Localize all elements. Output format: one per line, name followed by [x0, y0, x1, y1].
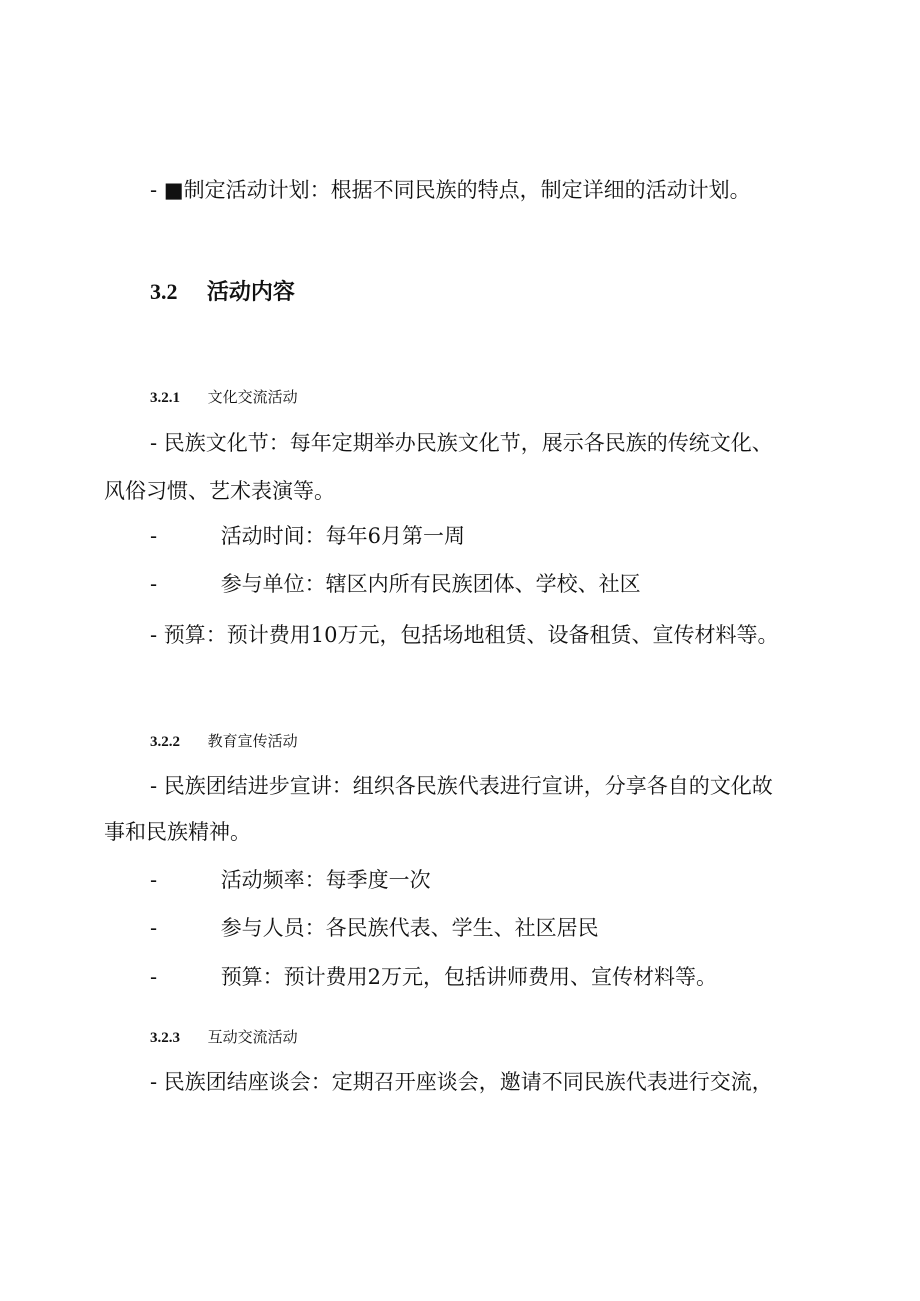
list-item-text: 预算：预计费用2万元，包括讲师费用、宣传材料等。: [220, 965, 718, 989]
paragraph-text: 风俗习惯、艺术表演等。: [104, 479, 335, 503]
list-item-activity-time: [150, 521, 465, 551]
paragraph-festival-cont: [104, 476, 335, 506]
subsection-heading-3-2-1: [150, 385, 298, 410]
subsection-title: 教育宣传活动: [207, 732, 298, 750]
paragraph-publicity: [150, 771, 773, 801]
dash-marker: -: [150, 916, 158, 940]
list-item-text: 活动频率：每季度一次: [220, 868, 431, 892]
list-item-budget: [150, 962, 717, 992]
subsection-heading-3-2-2: [150, 729, 298, 754]
subsection-number: 3.2.2: [150, 734, 180, 750]
paragraph-text: - 民族团结进步宣讲：组织各民族代表进行宣讲，分享各自的文化故: [150, 774, 773, 798]
paragraph-budget: [150, 620, 779, 650]
list-item-text: 活动时间：每年6月第一周: [220, 524, 466, 548]
subsection-heading-3-2-3: [150, 1025, 298, 1050]
subsection-number: 3.2.3: [150, 1030, 180, 1046]
dash-marker: -: [150, 572, 158, 596]
subsection-title: 文化交流活动: [207, 388, 298, 406]
list-item-text: 参与单位：辖区内所有民族团体、学校、社区: [220, 572, 641, 596]
list-item-frequency: [150, 865, 431, 895]
paragraph-symposium: [150, 1067, 773, 1097]
dash-marker: -: [150, 524, 158, 548]
paragraph-publicity-cont: [104, 817, 251, 847]
paragraph-plan: [150, 175, 751, 205]
list-item-participants: [150, 569, 641, 599]
list-item-personnel: [150, 913, 599, 943]
subsection-number: 3.2.1: [150, 390, 180, 406]
paragraph-text: 事和民族精神。: [104, 820, 251, 844]
paragraph-text: - 民族团结座谈会：定期召开座谈会，邀请不同民族代表进行交流，: [150, 1070, 773, 1094]
paragraph-festival: [150, 428, 773, 458]
paragraph-plan-text: - ■制定活动计划：根据不同民族的特点，制定详细的活动计划。: [150, 178, 751, 202]
paragraph-text: - 预算：预计费用10万元，包括场地租赁、设备租赁、宣传材料等。: [150, 623, 779, 647]
dash-marker: -: [150, 965, 158, 989]
paragraph-text: - 民族文化节：每年定期举办民族文化节，展示各民族的传统文化、: [150, 431, 773, 455]
subsection-title: 互动交流活动: [207, 1028, 298, 1046]
list-item-text: 参与人员：各民族代表、学生、社区居民: [220, 916, 599, 940]
section-number: 3.2: [150, 279, 178, 304]
section-heading-3-2: [150, 277, 295, 307]
dash-marker: -: [150, 868, 158, 892]
section-title: 活动内容: [206, 279, 295, 305]
